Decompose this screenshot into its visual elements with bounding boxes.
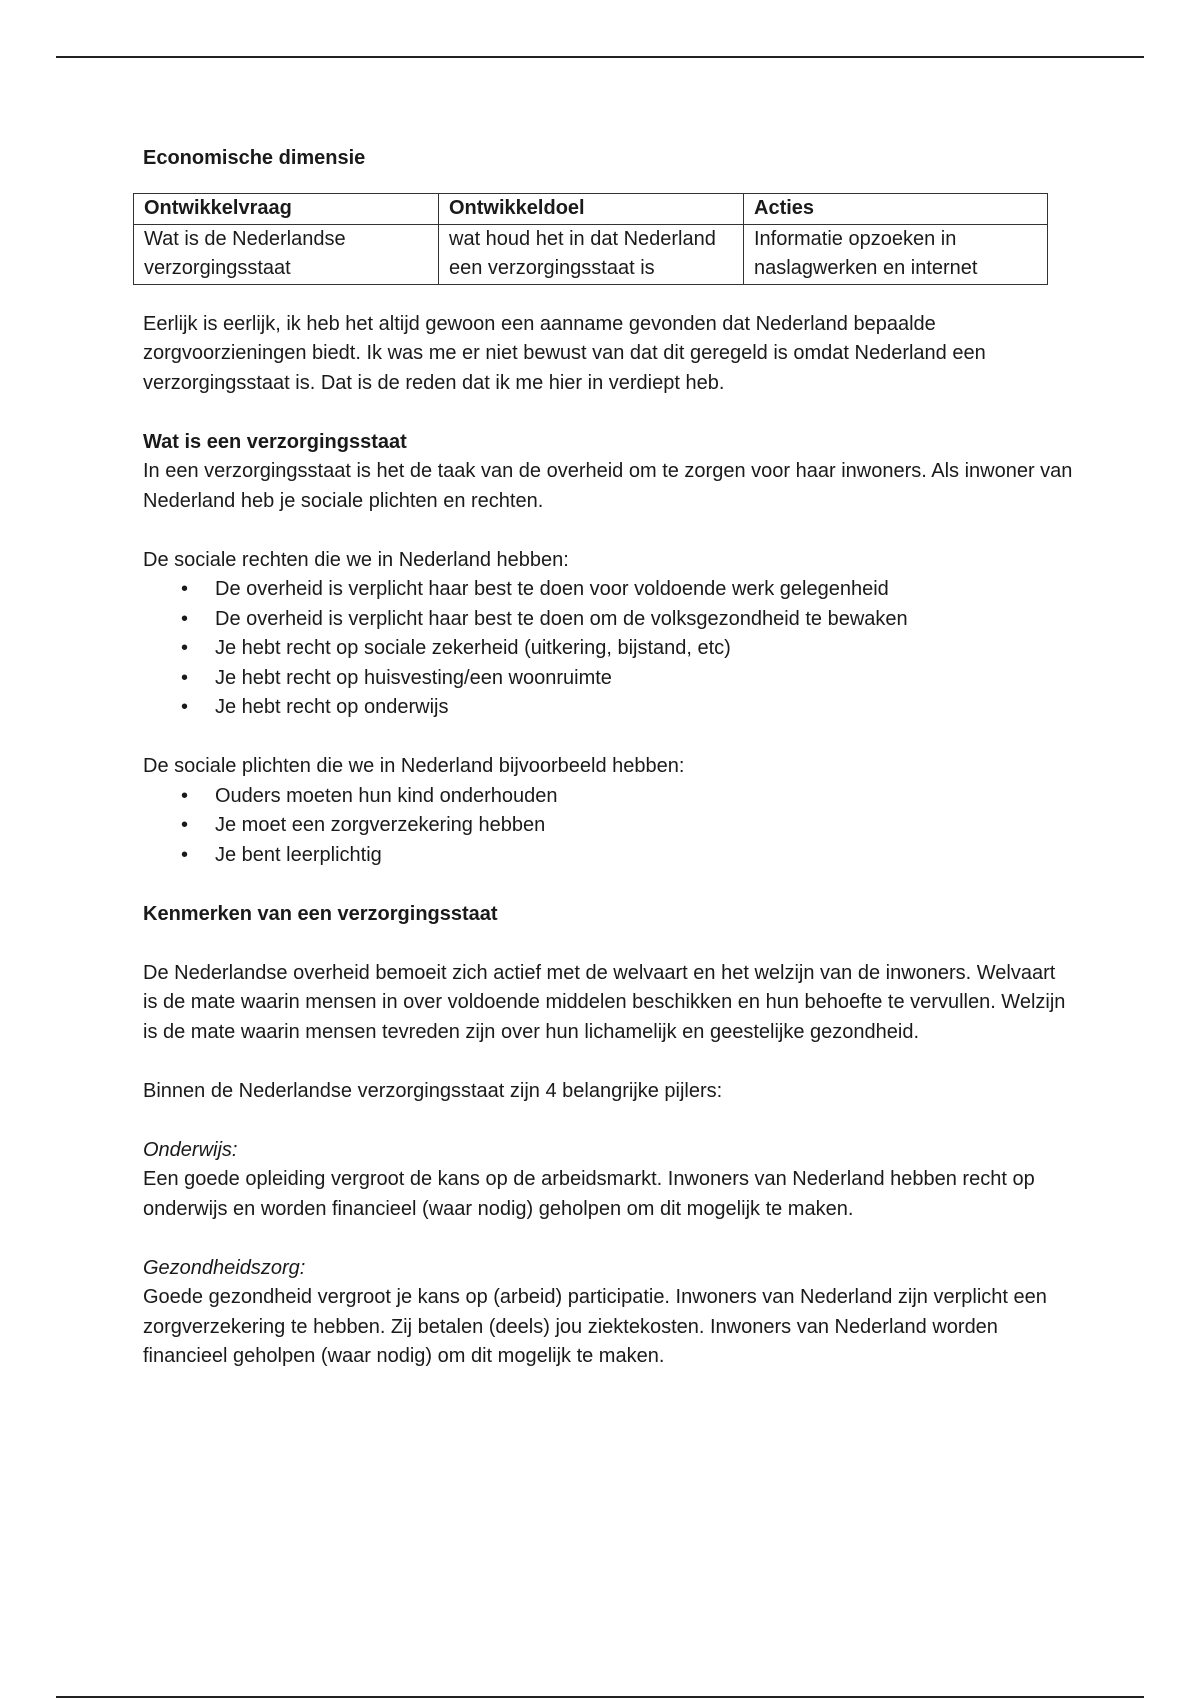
list-item: • Je hebt recht op huisvesting/een woonruimte — [143, 664, 1073, 694]
table-row — [134, 224, 1048, 284]
subheading-welfare-state: Wat is een verzorgingsstaat — [143, 430, 407, 453]
list-item: • Je moet een zorgverzekering hebben — [143, 811, 1073, 841]
duties-list — [143, 782, 1073, 871]
table-header-row — [134, 193, 1048, 224]
pillar-text-education: Een goede opleiding vergroot de kans op de arbeidsmarkt. Inwoners van Nederland hebben recht op onderwijs en worden financieel (waar nodig) geholpen om dit mogelijk te maken. — [143, 1168, 1035, 1220]
table-cell: Informatie opzoeken in naslagwerken en internet — [744, 224, 1048, 284]
welfare-state-paragraph: In een verzorgingsstaat is het de taak van de overheid om te zorgen voor haar inwoners. Als inwoner van Nederland heb je sociale plichten en rechten. — [143, 460, 1073, 512]
table-cell: Wat is de Nederlandse verzorgingsstaat — [134, 224, 439, 284]
table-header-cell: Ontwikkeldoel — [439, 193, 744, 224]
development-table — [133, 193, 1048, 285]
list-item: • Je hebt recht op onderwijs — [143, 693, 1073, 723]
subheading-characteristics: Kenmerken van een verzorgingsstaat — [143, 902, 498, 925]
list-item: • De overheid is verplicht haar best te doen voor voldoende werk gelegenheid — [143, 575, 1073, 605]
table-cell: wat houd het in dat Nederland een verzorgingsstaat is — [439, 224, 744, 284]
top-rule — [56, 56, 1144, 58]
rights-list — [143, 575, 1073, 723]
document-body — [143, 144, 1073, 1372]
pillars-intro: Binnen de Nederlandse verzorgingsstaat zijn 4 belangrijke pijlers: — [143, 1079, 723, 1102]
section-heading: Economische dimensie — [143, 147, 366, 169]
list-item: • Ouders moeten hun kind onderhouden — [143, 782, 1073, 812]
rights-intro: De sociale rechten die we in Nederland hebben: — [143, 548, 569, 571]
table-header-cell: Ontwikkelvraag — [134, 193, 439, 224]
bottom-rule — [56, 1696, 1144, 1698]
list-item: • Je bent leerplichtig — [143, 841, 1073, 871]
list-item: • De overheid is verplicht haar best te doen om de volksgezondheid te bewaken — [143, 605, 1073, 635]
intro-paragraph: Eerlijk is eerlijk, ik heb het altijd gewoon een aanname gevonden dat Nederland bepaalde zorgvoorzieningen biedt. Ik was me er niet bewust van dat dit geregeld is omdat Nederland een verzorgingsstaat is. Dat is de reden dat ik me hier in verdiept heb. — [143, 312, 986, 394]
list-item: • Je hebt recht op sociale zekerheid (uitkering, bijstand, etc) — [143, 634, 1073, 664]
pillar-title-education: Onderwijs: — [143, 1138, 238, 1161]
pillar-text-healthcare: Goede gezondheid vergroot je kans op (arbeid) participatie. Inwoners van Nederland zijn verplicht een zorgverzekering te hebben. Zij betalen (deels) jou ziektekosten. Inwoners van Nederland worden financieel geholpen (waar nodig) om dit mogelijk te maken. — [143, 1286, 1047, 1367]
table-header-cell: Acties — [744, 193, 1048, 224]
characteristics-paragraph: De Nederlandse overheid bemoeit zich actief met de welvaart en het welzijn van de inwoners. Welvaart is de mate waarin mensen in over voldoende middelen beschikken en hun behoefte te vervullen. Welzijn is de mate waarin mensen tevreden zijn over hun lichamelijk en geestelijke gezondheid. — [143, 961, 1066, 1043]
pillar-title-healthcare: Gezondheidszorg: — [143, 1256, 306, 1279]
duties-intro: De sociale plichten die we in Nederland bijvoorbeeld hebben: — [143, 755, 685, 777]
